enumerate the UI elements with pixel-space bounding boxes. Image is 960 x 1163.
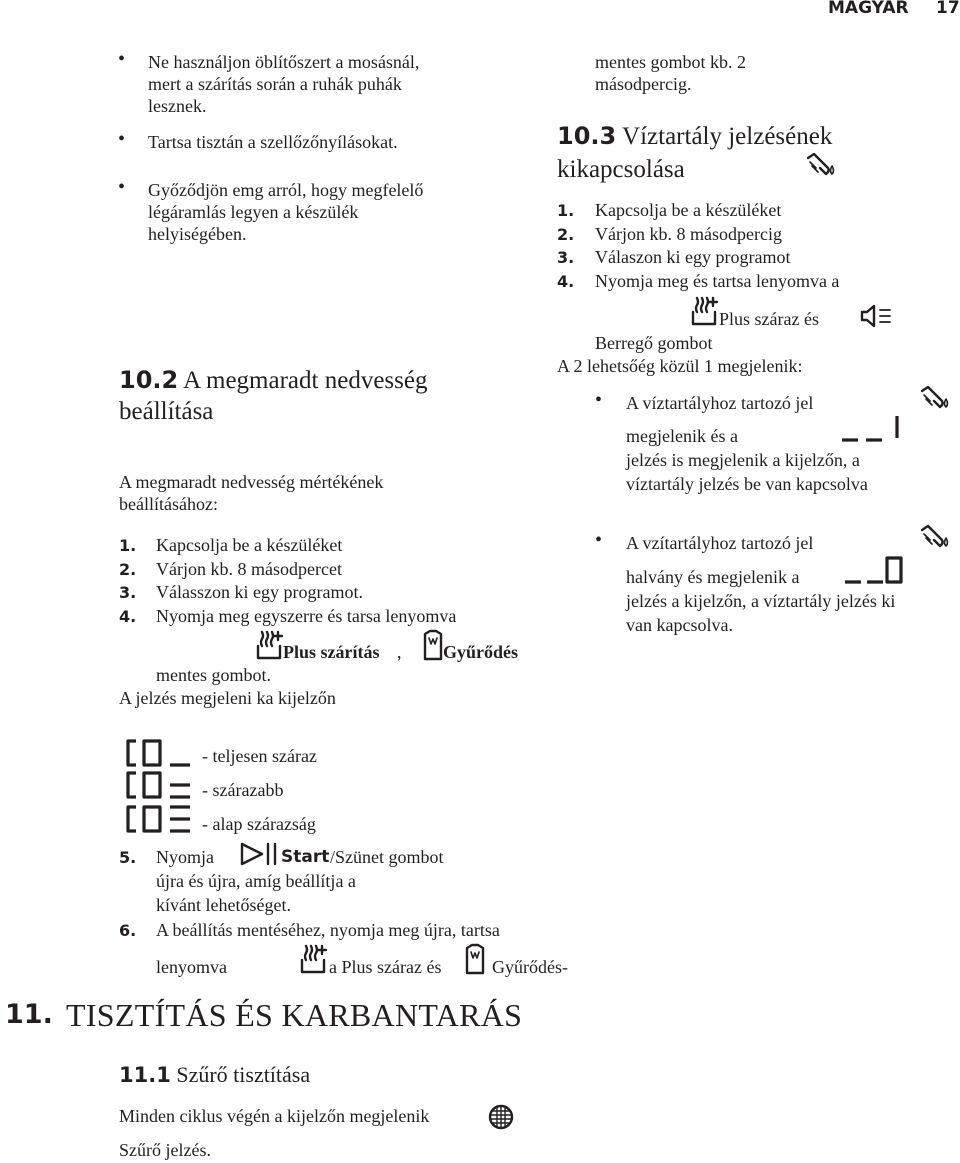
plus-dry-label: Plus szárítás (283, 642, 380, 662)
step-6-text-d: Gyűrődés- (492, 957, 568, 977)
level-2-text: - szárazabb (202, 780, 284, 800)
buzzer-icon (860, 304, 892, 328)
filter-text: Minden ciklus végén a kijelzőn megjelenik (119, 1106, 430, 1126)
bullet-text: víztartály jelzés be van kapcsolva (626, 474, 868, 494)
bullet-text: jelzés a kijelzőn, a víztartály jelzés ki (626, 591, 896, 611)
step-6-text-c: a Plus száraz és (329, 957, 442, 977)
page-number: 17 (936, 0, 960, 18)
start-pause-icon (240, 842, 280, 866)
bullet-text: A vzítartályhoz tartozó jel (626, 533, 814, 553)
level-1-text: - teljesen száraz (202, 746, 317, 766)
water-tank-icon (806, 152, 836, 178)
wrinkle-free-icon (466, 944, 484, 974)
water-tank-icon (920, 385, 950, 411)
continued-text: mentes gombot kb. 2 másodpercig. (595, 52, 746, 94)
display-tank-on-icon (840, 414, 902, 442)
chapter-title: TISZTÍTÁS ÉS KARBANTARÁS (66, 997, 523, 1033)
display-tank-off-icon (843, 556, 903, 584)
steps-list: 1. Kapcsolja be a készüléket 2. Várjon kb. 8 másodpercig 3. Válaszon ki egy programot 4. Nyomja meg és tartsa lenyomva a (557, 200, 840, 291)
comma: , (397, 642, 402, 662)
start-label: Start (281, 847, 330, 867)
step-6-text: A beállítás mentéséhez, nyomja meg újra, tartsa (156, 920, 500, 940)
step-5-text-c: újra és újra, amíg beállítja a (156, 871, 356, 891)
bullet-text: Tartsa tisztán a szellőzőnyílásokat. (148, 132, 398, 152)
step-5-text: Nyomja (156, 847, 214, 867)
step-5-text-d: kívánt lehetőséget. (156, 895, 291, 915)
step-5-text-b: /Szünet gombot (330, 847, 444, 867)
bullet-dot: • (595, 529, 603, 551)
steps-list: 1. Kapcsolja be a készüléket 2. Várjon kb. 8 másodpercet 3. Válasszon ki egy programot. 4. Nyomja meg egyszerre és tarsa lenyomva (119, 535, 457, 626)
display-level-2-icon (126, 771, 194, 799)
plus-dry-label: Plus száraz és (719, 309, 819, 329)
display-note: A jelzés megjeleni ka kijelzőn (119, 688, 336, 708)
bullet-text: Győződjön emg arról, hogy megfelelő légáramlás legyen a készülék helyiségében. (148, 180, 424, 244)
option-note: A 2 lehetsőég közül 1 megjelenik: (557, 356, 803, 376)
wrinkle-free-label: Gyűrődés (443, 642, 519, 662)
step-6-text-b: lenyomva (156, 957, 227, 977)
bullet-dot: • (118, 48, 126, 70)
page-language: MAGYAR (828, 0, 909, 18)
section-heading: 10.3 Víztartály jelzésének (557, 122, 833, 150)
display-level-3-icon (126, 805, 194, 833)
level-3-text: - alap szárazság (202, 814, 316, 834)
step-6-num: 6. (119, 921, 137, 940)
bullet-text: jelzés is megjelenik a kijelzőn, a (626, 450, 860, 470)
plus-dry-icon (691, 296, 719, 326)
bullet-dot: • (118, 128, 126, 150)
bullet-text: megjelenik és a (626, 426, 738, 446)
bullet-text: halvány és megjelenik a (626, 567, 800, 587)
section-heading-cont: kikapcsolása (557, 156, 685, 183)
subsection-heading: 11.1 Szűrő tisztítása (119, 1062, 311, 1087)
chapter-number: 11. (5, 999, 53, 1030)
buzzer-label: Berregő gombot (595, 333, 713, 353)
bullet-dot: • (595, 389, 603, 411)
plus-dry-icon (300, 944, 328, 974)
step-5-num: 5. (119, 848, 137, 867)
wrinkle-free-icon (424, 630, 442, 660)
water-tank-icon (920, 524, 950, 550)
bullet-text: A víztartályhoz tartozó jel (626, 393, 814, 413)
section-heading: 10.2 A megmaradt nedvesség (119, 366, 428, 394)
bullet-dot: • (118, 176, 126, 198)
section-heading-cont: beállítása (119, 398, 214, 425)
filter-text-2: Szűrő jelzés. (119, 1140, 211, 1160)
bullet-text: van kapcsolva. (626, 615, 733, 635)
step4-tail: mentes gombot. (156, 665, 271, 685)
filter-icon (488, 1104, 514, 1130)
plus-dry-icon (256, 630, 284, 660)
bullet-text: Ne használjon öblítőszert a mosásnál, mert a szárítás során a ruhák puhák lesznek. (148, 52, 420, 116)
intro-text: A megmaradt nedvesség mértékének beállításához: (119, 472, 384, 514)
display-level-1-icon (126, 739, 194, 767)
